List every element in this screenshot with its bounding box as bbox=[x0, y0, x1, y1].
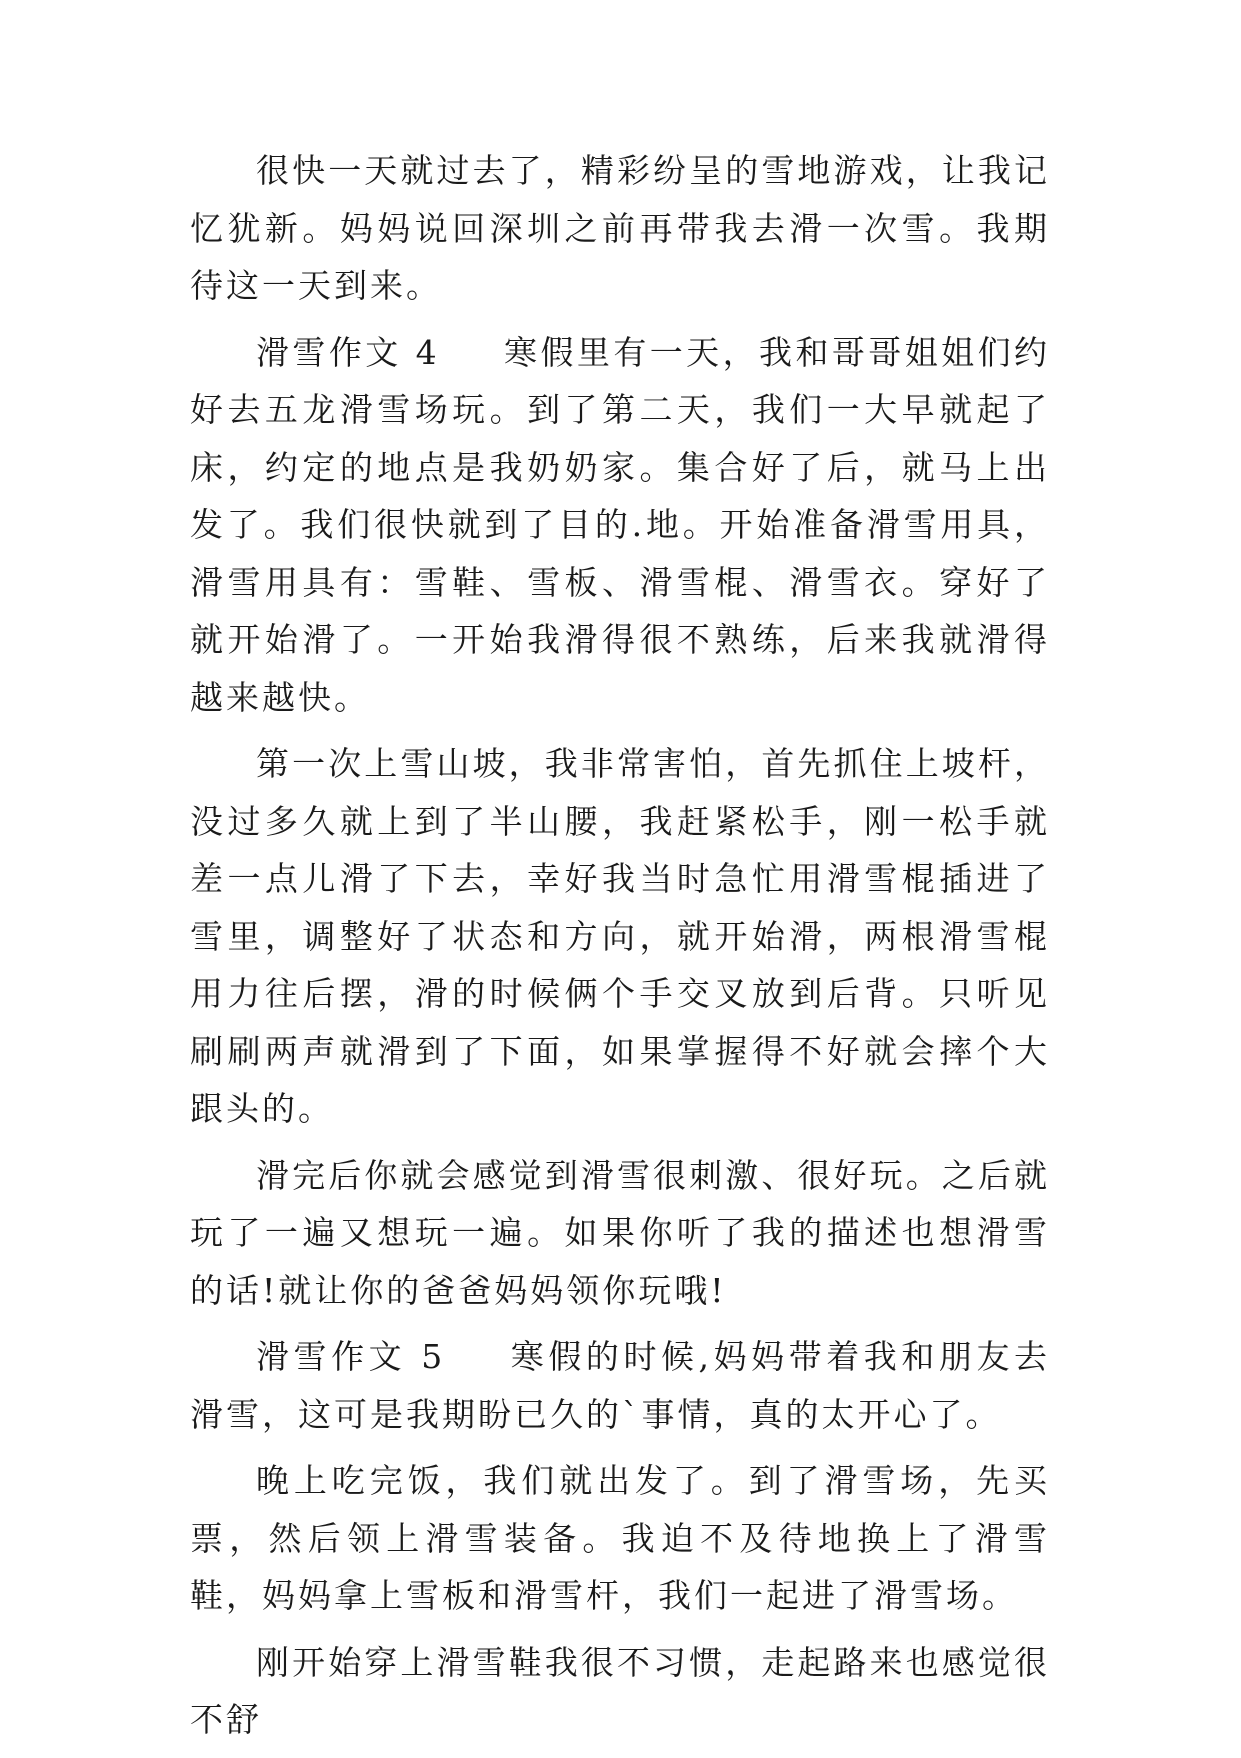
section-heading-5: 滑雪作文 5 bbox=[256, 1337, 446, 1376]
paragraph-2 bbox=[190, 324, 1050, 727]
paragraph-1 bbox=[190, 142, 1050, 315]
paragraph-3 bbox=[190, 735, 1050, 1138]
paragraph-text: 寒假里有一天，我和哥哥姐姐们约好去五龙滑雪场玩。到了第二天，我们一大早就起了床，约定的地点是我奶奶家。集合好了后，就马上出发了。我们很快就到了目的.地。开始准备滑雪用具，滑雪用具有：雪鞋、雪板、滑雪棍、滑雪衣。穿好了就开始滑了。一开始我滑得很不熟练，后来我就滑得越来越快。 bbox=[190, 332, 1051, 717]
paragraph-text: 第一次上雪山坡，我非常害怕，首先抓住上坡杆，没过多久就上到了半山腰，我赶紧松手，刚一松手就差一点儿滑了下去，幸好我当时急忙用滑雪棍插进了雪里，调整好了状态和方向，就开始滑，两根滑雪棍用力往后摆，滑的时候俩个手交叉放到后背。只听见刷刷两声就滑到了下面，如果掌握得不好就会摔个大跟头的。 bbox=[190, 744, 1050, 1128]
paragraph-5 bbox=[190, 1328, 1050, 1443]
paragraph-text: 寒假的时候,妈妈带着我和朋友去滑雪，这可是我期盼已久的`事情，真的太开心了。 bbox=[190, 1337, 1050, 1434]
paragraph-text: 晚上吃完饭，我们就出发了。到了滑雪场，先买票，然后领上滑雪装备。我迫不及待地换上了滑雪鞋，妈妈拿上雪板和滑雪杆，我们一起进了滑雪场。 bbox=[190, 1461, 1050, 1615]
paragraph-text: 滑完后你就会感觉到滑雪很刺激、很好玩。之后就玩了一遍又想玩一遍。如果你听了我的描述也想滑雪的话!就让你的爸爸妈妈领你玩哦! bbox=[190, 1155, 1050, 1310]
section-heading-4: 滑雪作文 4 bbox=[256, 332, 440, 372]
paragraph-6 bbox=[190, 1452, 1050, 1625]
paragraph-text: 刚开始穿上滑雪鞋我很不习惯，走起路来也感觉很不舒 bbox=[190, 1642, 1050, 1739]
document-page bbox=[190, 142, 1050, 1758]
paragraph-text: 很快一天就过去了，精彩纷呈的雪地游戏，让我记忆犹新。妈妈说回深圳之前再带我去滑一次雪。我期待这一天到来。 bbox=[190, 151, 1050, 305]
paragraph-7 bbox=[190, 1634, 1050, 1749]
paragraph-4 bbox=[190, 1147, 1050, 1320]
